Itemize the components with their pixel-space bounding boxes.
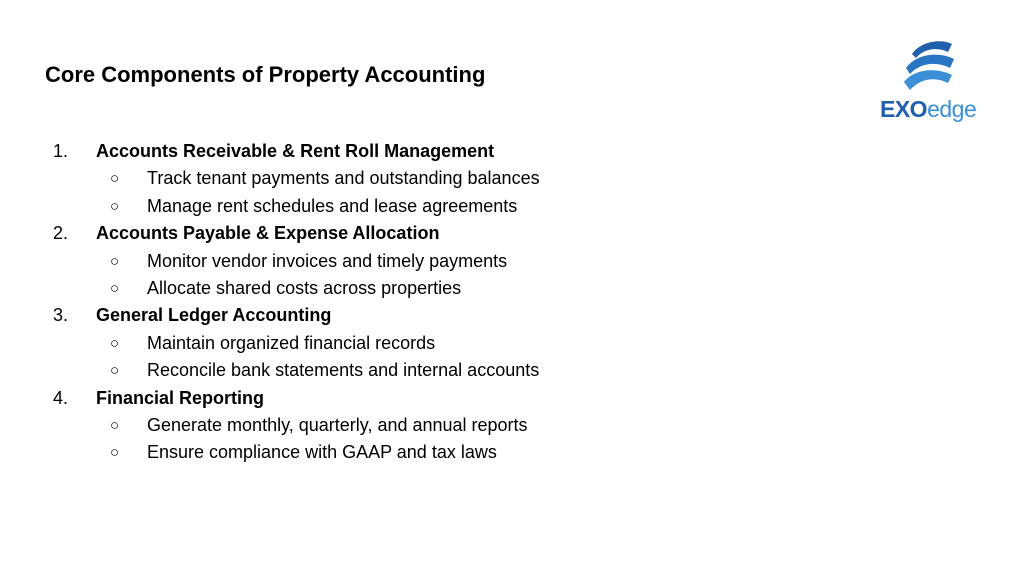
list-section [53, 220, 753, 302]
bullet-text: Ensure compliance with GAAP and tax laws [147, 442, 497, 463]
section-title: Accounts Receivable & Rent Roll Management [96, 141, 495, 161]
slide-title: Core Components of Property Accounting [45, 62, 486, 87]
logo-wordmark [880, 96, 976, 122]
hollow-circle-bullet-icon: ○ [110, 334, 120, 352]
logo-text-exo: EXO [880, 96, 928, 122]
section-heading [53, 138, 753, 165]
hollow-circle-bullet-icon: ○ [110, 416, 120, 434]
section-title: Financial Reporting [96, 387, 265, 408]
bullet-text: Manage rent schedules and lease agreements [147, 195, 518, 216]
numbered-list [53, 138, 753, 467]
list-section [53, 385, 753, 467]
section-heading [53, 220, 753, 247]
bullet-text: Generate monthly, quarterly, and annual reports [147, 414, 528, 435]
bullet-text: Allocate shared costs across properties [147, 277, 462, 298]
list-section [53, 138, 753, 220]
hollow-circle-bullet-icon: ○ [110, 252, 120, 270]
section-heading [53, 302, 753, 329]
hollow-circle-bullet-icon: ○ [110, 362, 120, 380]
exoedge-logo [876, 38, 980, 128]
list-item [53, 412, 753, 439]
list-item [53, 439, 753, 466]
exoedge-swoosh-icon [898, 38, 958, 94]
bullet-text: Reconcile bank statements and internal accounts [147, 360, 540, 381]
logo-text-edge: edge [927, 96, 977, 122]
section-number: 3. [53, 305, 69, 326]
hollow-circle-bullet-icon: ○ [110, 170, 120, 188]
hollow-circle-bullet-icon: ○ [110, 197, 120, 215]
list-section [53, 302, 753, 384]
bullet-text: Monitor vendor invoices and timely payments [147, 250, 508, 271]
section-number: 2. [53, 223, 69, 244]
section-number: 4. [53, 387, 69, 408]
list-item [53, 193, 753, 220]
hollow-circle-bullet-icon: ○ [110, 279, 120, 297]
bullet-text: Maintain organized financial records [147, 332, 436, 353]
section-title: General Ledger Accounting [96, 305, 332, 326]
list-item [53, 165, 753, 192]
hollow-circle-bullet-icon: ○ [110, 444, 120, 462]
section-heading [53, 385, 753, 412]
list-item [53, 248, 753, 275]
section-title: Accounts Payable & Expense Allocation [96, 223, 440, 244]
bullet-text: Track tenant payments and outstanding balances [147, 168, 540, 189]
list-item [53, 330, 753, 357]
list-item [53, 357, 753, 384]
section-number: 1. [53, 141, 69, 161]
list-item [53, 275, 753, 302]
